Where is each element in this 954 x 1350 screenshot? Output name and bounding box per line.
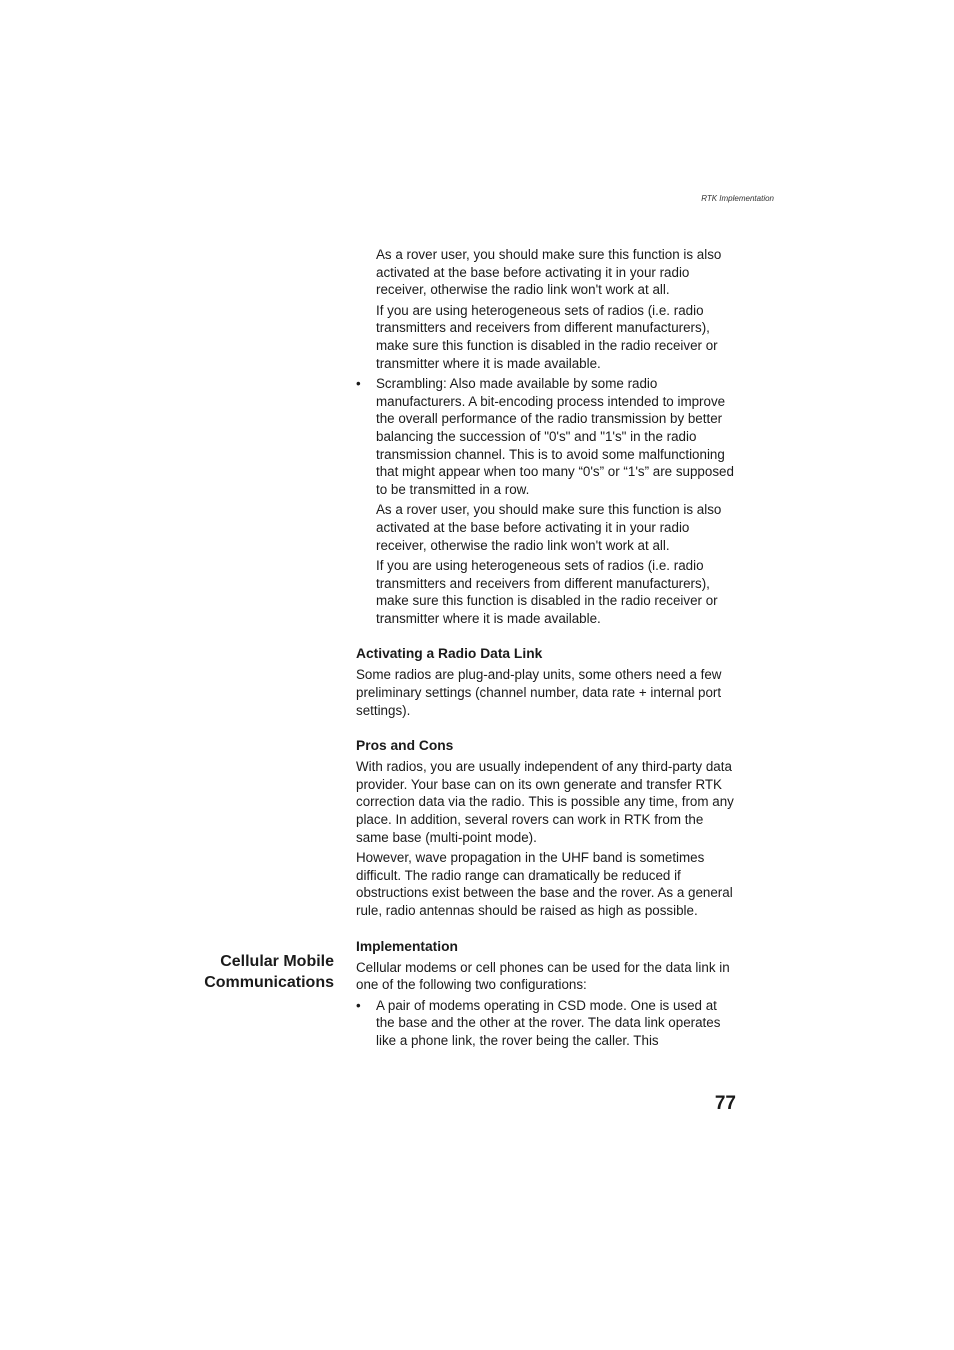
list-item bbox=[356, 997, 736, 1050]
bullet-icon: • bbox=[356, 997, 361, 1013]
section-heading-activating: Activating a Radio Data Link bbox=[356, 646, 543, 662]
paragraph: Cellular modems or cell phones can be used for the data link in one of the following two configurations: bbox=[356, 959, 730, 993]
paragraph: As a rover user, you should make sure this function is also activated at the base before activating it in your radio receiver, otherwise the radio link won't work at all. bbox=[376, 502, 722, 553]
side-heading-line: Cellular Mobile bbox=[220, 953, 334, 970]
side-heading-line: Communications bbox=[204, 974, 334, 991]
running-header: RTK Implementation bbox=[701, 194, 774, 203]
page-number: 77 bbox=[714, 1093, 736, 1114]
list-item bbox=[356, 375, 736, 498]
side-heading-cellular bbox=[186, 951, 334, 993]
bullet-icon: • bbox=[356, 376, 361, 392]
list-item-text: A pair of modems operating in CSD mode. One is used at the base and the other at the rover. The data link operates like a phone link, the rover being the caller. This bbox=[376, 997, 721, 1048]
paragraph: With radios, you are usually independent of any third-party data provider. Your base can on its own generate and transfer RTK correction data via the radio. This is possible any time, from any place. In addition, several rovers can work in RTK from the same base (multi-point mode). bbox=[356, 759, 734, 845]
paragraph: If you are using heterogeneous sets of radios (i.e. radio transmitters and receivers from different manufacturers), make sure this function is disabled in the radio receiver or transmitter where it is made available. bbox=[376, 302, 718, 371]
section-heading-implementation: Implementation bbox=[356, 938, 458, 954]
main-column bbox=[356, 246, 736, 1053]
paragraph: However, wave propagation in the UHF band is sometimes difficult. The radio range can dramatically be reduced if obstructions exist between the base and the rover. As a general rule, radio antennas should be raised as high as possible. bbox=[356, 850, 733, 918]
paragraph: If you are using heterogeneous sets of radios (i.e. radio transmitters and receivers from different manufacturers), make sure this function is disabled in the radio receiver or transmitter where it is made available. bbox=[376, 558, 718, 626]
list-item-text: Scrambling: Also made available by some radio manufacturers. A bit-encoding process intended to improve the overall performance of the radio transmission by better balancing the succession of "0's" and "1's" in the radio transmission channel. This is to avoid some malfunctioning that might appear when too many “0's” or “1's” are supposed to be transmitted in a row. bbox=[376, 376, 734, 497]
paragraph: Some radios are plug-and-play units, some others need a few preliminary settings (channel number, data rate + internal port settings). bbox=[356, 667, 722, 718]
section-heading-pros-cons: Pros and Cons bbox=[356, 738, 454, 754]
paragraph: As a rover user, you should make sure this function is also activated at the base before activating it in your radio receiver, otherwise the radio link won't work at all. bbox=[376, 247, 722, 298]
